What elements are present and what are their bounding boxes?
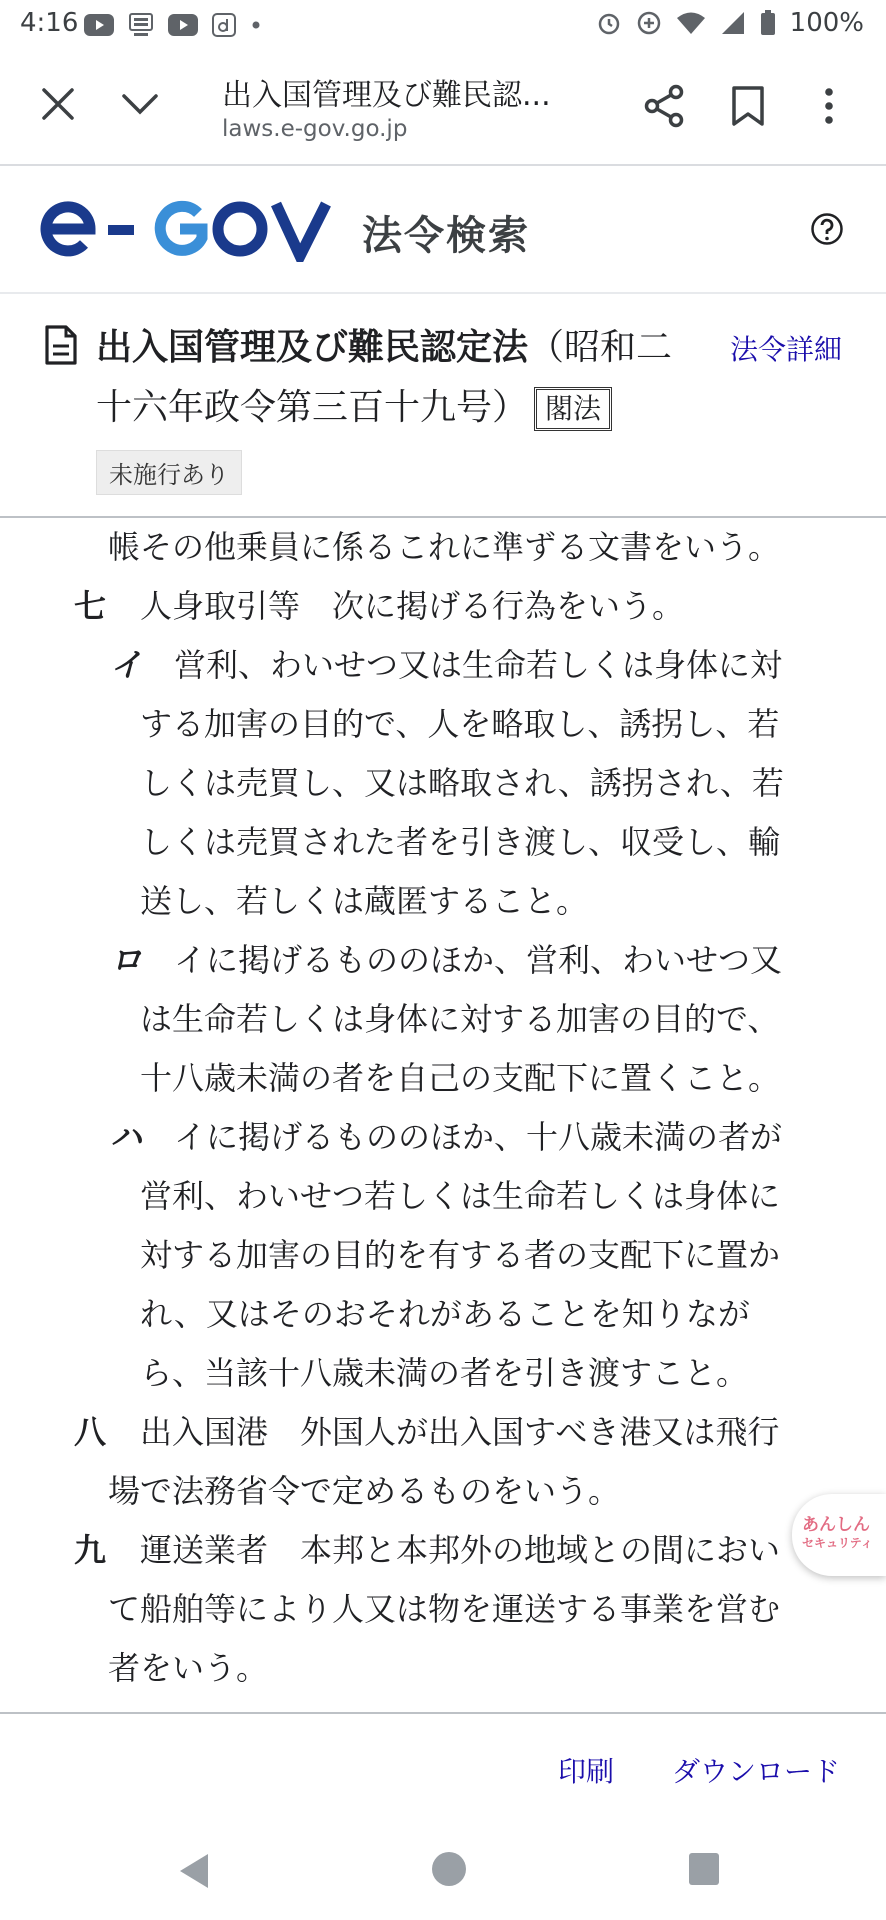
- law-title-block: [0, 294, 886, 518]
- article-text-line: しくは売買し、又は略取され、誘拐され、若: [140, 764, 784, 802]
- article-text-line: て船舶等により人又は物を運送する事業を営む: [108, 1590, 781, 1628]
- recents-icon[interactable]: [688, 1852, 720, 1886]
- article-text-line: する加害の目的で、人を略取し、誘拐し、若: [140, 705, 780, 743]
- law-title: [96, 318, 676, 438]
- status-bar: [0, 0, 886, 50]
- article-text-line: 十八歳未満の者を自己の支配下に置くこと。: [140, 1059, 781, 1097]
- law-number: （昭和二十六年政令第三百十九号）: [96, 327, 673, 428]
- article-text-line: イに掲げるもののほか、十八歳未満の者が: [174, 1118, 783, 1156]
- article-text-line: 営利、わいせつ又は生命若しくは身体に対: [174, 646, 783, 684]
- app-icon: [212, 13, 236, 37]
- subitem-label: ロ: [110, 941, 143, 979]
- more-vert-icon[interactable]: [814, 84, 844, 128]
- article-text-line: 送し、若しくは蔵匿すること。: [140, 882, 589, 920]
- print-button[interactable]: 印刷: [558, 1755, 615, 1788]
- signal-icon: [720, 11, 746, 35]
- youtube-icon: [84, 14, 114, 36]
- data-saver-icon: [636, 10, 662, 36]
- article-text-line: れ、又はそのおそれがあることを知りなが: [140, 1295, 750, 1333]
- system-nav-bar: [0, 1822, 886, 1920]
- item-label: 七: [74, 587, 107, 625]
- article-text-line: 者をいう。: [108, 1649, 269, 1687]
- dmenu-icon: [128, 12, 154, 38]
- unenforced-tag[interactable]: 未施行あり: [96, 450, 242, 495]
- article-text-line: 運送業者 本邦と本邦外の地域との間におい: [140, 1531, 781, 1569]
- e-gov-logo[interactable]: [38, 196, 338, 262]
- subitem-label: イ: [110, 646, 143, 684]
- article-text-line: しくは売買された者を引き渡し、収受し、輸: [140, 823, 781, 861]
- page-url: laws.e-gov.go.jp: [222, 116, 408, 142]
- download-button[interactable]: ダウンロード: [672, 1755, 841, 1788]
- article-text-line: 対する加害の目的を有する者の支配下に置か: [140, 1236, 781, 1274]
- document-icon: [44, 324, 78, 366]
- article-text-line: 人身取引等 次に掲げる行為をいう。: [140, 587, 685, 625]
- wifi-icon: [676, 11, 706, 35]
- share-icon[interactable]: [642, 84, 686, 128]
- bookmark-icon[interactable]: [728, 84, 768, 128]
- page-title: 出入国管理及び難民認...: [222, 78, 551, 113]
- youtube-icon: [168, 14, 198, 36]
- article-text-line: 営利、わいせつ若しくは生命若しくは身体に: [140, 1177, 781, 1215]
- bottom-action-bar: [0, 1712, 886, 1824]
- back-icon[interactable]: [176, 1852, 210, 1890]
- subitem-label: ハ: [110, 1118, 143, 1156]
- item-label: 八: [74, 1413, 107, 1451]
- dot-icon: [250, 19, 262, 31]
- article-text-line: ら、当該十八歳未満の者を引き渡すこと。: [140, 1354, 749, 1392]
- law-type-badge: 閣法: [534, 387, 612, 431]
- article-text-line: 出入国港 外国人が出入国すべき港又は飛行: [140, 1413, 780, 1451]
- system-icons: [596, 8, 864, 38]
- article-text-line: 帳その他乗員に係るこれに準ずる文書をいう。: [108, 528, 781, 566]
- article-text-line: 場で法務省令で定めるものをいう。: [108, 1472, 621, 1510]
- status-time: 4:16: [20, 8, 79, 38]
- article-body: [0, 518, 886, 1712]
- close-icon[interactable]: [38, 84, 78, 124]
- help-icon[interactable]: [810, 212, 844, 246]
- notification-icons: [84, 12, 262, 38]
- browser-toolbar: [0, 50, 886, 166]
- law-name: 出入国管理及び難民認定法: [96, 327, 529, 368]
- article-text-line: イに掲げるもののほか、営利、わいせつ又: [174, 941, 783, 979]
- security-floating-button[interactable]: [792, 1494, 886, 1576]
- security-badge-line1: あんしん: [802, 1515, 870, 1535]
- item-label: 九: [74, 1531, 107, 1569]
- chevron-down-icon[interactable]: [118, 84, 162, 124]
- site-header: [0, 166, 886, 294]
- battery-level: 100%: [789, 8, 864, 38]
- law-detail-link[interactable]: 法令詳細: [730, 333, 843, 366]
- site-title: 法令検索: [362, 213, 530, 259]
- battery-icon: [760, 10, 776, 36]
- alarm-icon: [596, 10, 622, 36]
- security-badge-line2: セキュリティ: [802, 1536, 873, 1550]
- home-icon[interactable]: [430, 1850, 468, 1888]
- article-text-line: は生命若しくは身体に対する加害の目的で、: [140, 1000, 780, 1038]
